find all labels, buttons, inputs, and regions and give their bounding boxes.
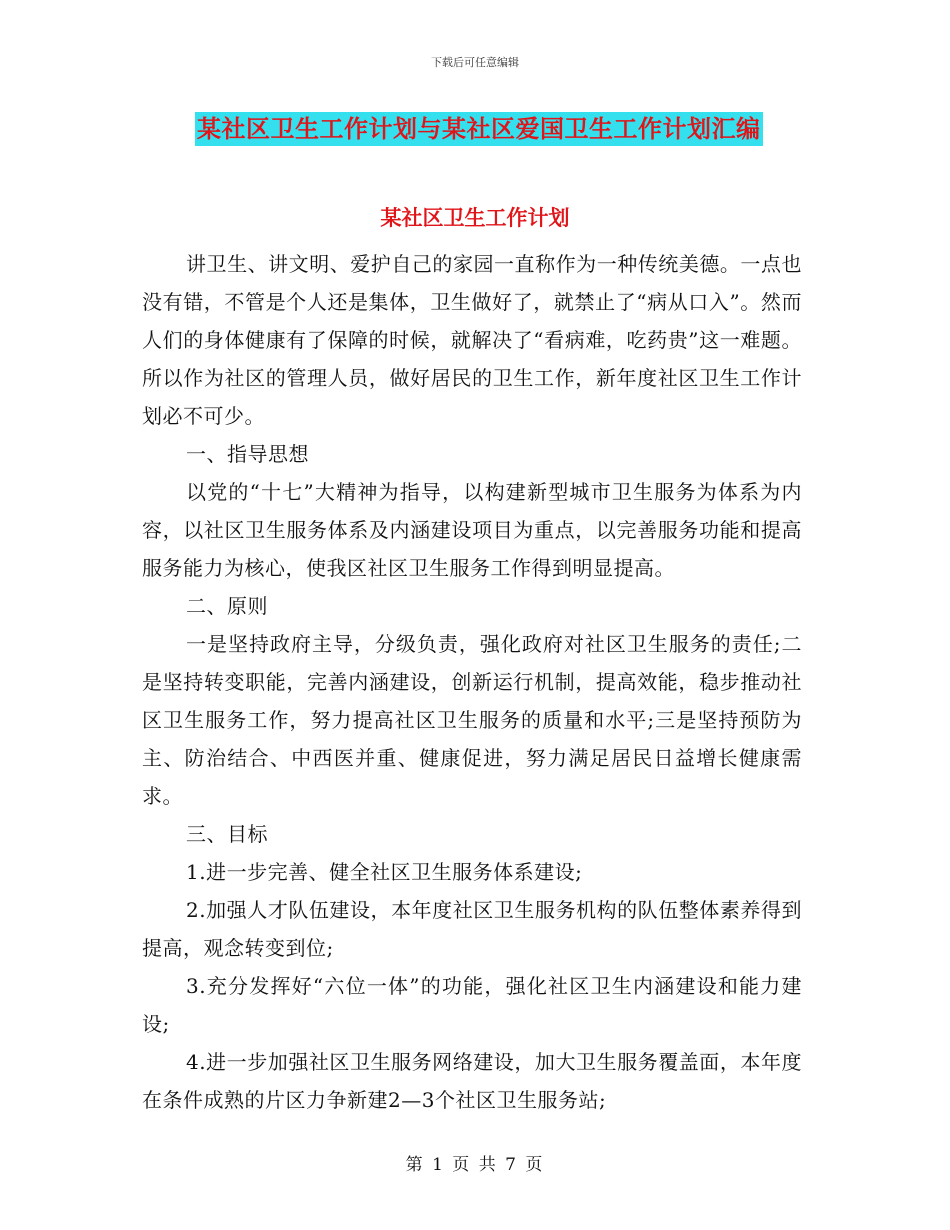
paragraph-guiding-thought: 以党的“十七”大精神为指导，以构建新型城市卫生服务为体系为内容，以社区卫生服务体系及内涵建设项目为重点，以完善服务功能和提高服务能力为核心，使我区社区卫生服务工作得到明显提高。: [142, 480, 802, 580]
header-note: 下载后可任意编辑: [431, 56, 519, 69]
document-title: 某社区卫生工作计划与某社区爱国卫生工作计划汇编: [195, 112, 763, 146]
paragraph-intro: 讲卫生、讲文明、爱护自己的家园一直称作为一种传统美德。一点也没有错，不管是个人还是集体，卫生做好了，就禁止了“病从口入”。然而人们的身体健康有了保障的时候，就解决了“看病难，吃药贵”这一难题。所以作为社区的管理人员，做好居民的卫生工作，新年度社区卫生工作计划必不可少。: [142, 252, 802, 428]
goal-item-1: 1.进一步完善、健全社区卫生服务体系建设;: [186, 860, 583, 884]
document-body: [142, 245, 802, 1119]
document-title-container: [195, 112, 763, 146]
heading-principles: 二、原则: [186, 594, 268, 618]
paragraph-principles: 一是坚持政府主导，分级负责，强化政府对社区卫生服务的责任;二是坚持转变职能，完善内涵建设，创新运行机制，提高效能，稳步推动社区卫生服务工作，努力提高社区卫生服务的质量和水平;三是坚持预防为主、防治结合、中西医并重、健康促进，努力满足居民日益增长健康需求。: [142, 632, 802, 808]
heading-guiding-thought: 一、指导思想: [186, 442, 309, 466]
section-title: 某社区卫生工作计划: [380, 205, 570, 230]
heading-goals: 三、目标: [186, 822, 268, 846]
goal-item-3: 3.充分发挥好“六位一体”的功能，强化社区卫生内涵建设和能力建设;: [142, 974, 802, 1036]
goal-item-2: 2.加强人才队伍建设，本年度社区卫生服务机构的队伍整体素养得到提高，观念转变到位;: [142, 898, 802, 960]
page-number-footer: 第 1 页 共 7 页: [405, 1155, 545, 1175]
goal-item-4: 4.进一步加强社区卫生服务网络建设，加大卫生服务覆盖面，本年度在条件成熟的片区力争新建2—3个社区卫生服务站;: [142, 1050, 802, 1112]
